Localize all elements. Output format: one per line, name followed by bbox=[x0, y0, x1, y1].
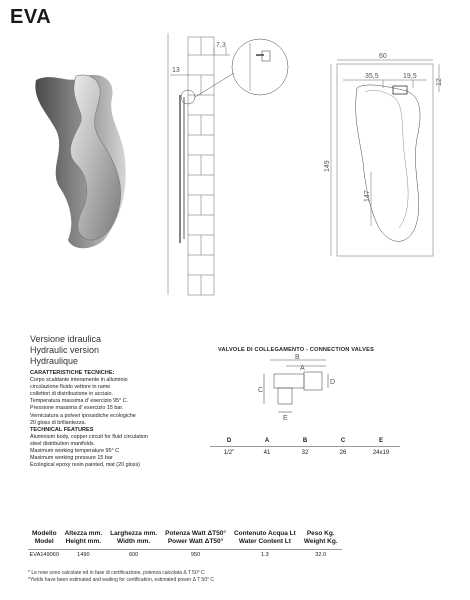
valves-title: VALVOLE DI COLLEGAMENTO - CONNECTION VALVES bbox=[218, 347, 375, 353]
valve-label-d: D bbox=[330, 379, 336, 386]
dim-7-3: 7,3 bbox=[216, 42, 226, 49]
connection-table bbox=[210, 436, 400, 459]
version-it: Versione idraulica bbox=[30, 334, 102, 344]
tech-en-line: Aluminium body, copper circuit for fluid circulation bbox=[30, 433, 148, 440]
spec-cell: 32.0 bbox=[300, 550, 342, 561]
conn-cell: 41 bbox=[248, 447, 286, 460]
dim-13: 13 bbox=[172, 67, 180, 74]
valve-label-c: C bbox=[258, 387, 264, 394]
tech-en-line: Maximum working pressure 15 bar bbox=[30, 455, 113, 462]
tech-it-line: circolazione fluido vettore in rame bbox=[30, 384, 111, 391]
footnote-it: * Le rese sono calcolate ed in fase di certificazione, potenza calcolata Δ T 50° C bbox=[28, 570, 205, 576]
tech-it-line: Verniciatura a polveri ipossidiche ecologiche bbox=[30, 412, 136, 419]
conn-cell: 26 bbox=[324, 447, 362, 460]
conn-header: A bbox=[264, 438, 270, 444]
page-title: EVA bbox=[10, 6, 52, 28]
technical-features bbox=[30, 370, 220, 469]
dim-19-5: 19,5 bbox=[403, 73, 417, 80]
spec-table bbox=[28, 530, 342, 560]
conn-header: D bbox=[226, 438, 232, 444]
spec-cell: EVA149060 bbox=[28, 550, 61, 561]
conn-header: C bbox=[340, 438, 346, 444]
spec-header: Contenuto Acqua Lt Water Content Lt bbox=[233, 530, 296, 545]
tech-it-line: 20 gloss di brillantezza. bbox=[30, 419, 87, 426]
spec-cell: 600 bbox=[106, 550, 161, 561]
spec-cell: 950 bbox=[161, 550, 230, 561]
tech-en-line: Ecological epoxy resin painted, mat (20 gloss) bbox=[30, 462, 140, 469]
radiator-image bbox=[28, 70, 138, 250]
spec-header: Modello Model bbox=[32, 530, 57, 545]
spec-cell: 1.3 bbox=[230, 550, 300, 561]
tech-en-heading: TECHNICAL FEATURES bbox=[30, 426, 94, 433]
dim-35-5: 35,5 bbox=[365, 73, 379, 80]
tech-it-line: collettori di distribuzione in acciaio. bbox=[30, 391, 113, 398]
spec-header: Altezza mm. Height mm. bbox=[64, 530, 103, 545]
spec-header: Larghezza mm. Width mm. bbox=[110, 530, 158, 545]
tech-it-line: Temperatura massima d' esercizio 95° C. bbox=[30, 398, 129, 405]
conn-cell: 24x19 bbox=[362, 447, 400, 460]
table-row bbox=[28, 550, 342, 561]
footnote-en: *Yields have been estimated and waiting for certification, estimated power Δ T 50° C bbox=[28, 577, 214, 583]
dim-12: 12 bbox=[436, 78, 443, 86]
conn-header: E bbox=[378, 438, 383, 444]
dim-149: 149 bbox=[324, 160, 331, 172]
valve-label-a: A bbox=[300, 365, 305, 372]
spec-header: Peso Kg. Weight Kg. bbox=[303, 530, 338, 545]
conn-cell: 32 bbox=[286, 447, 324, 460]
front-view-drawing bbox=[325, 52, 450, 262]
version-headings bbox=[30, 334, 101, 367]
spec-header: Potenza Watt ΔT50° Power Watt ΔT50° bbox=[165, 530, 226, 545]
tech-it-heading: CARATTERISTICHE TECNICHE: bbox=[30, 370, 115, 376]
table-row bbox=[210, 447, 400, 460]
tech-en-line: Maximum working temperature 95° C bbox=[30, 448, 120, 455]
valve-label-e: E bbox=[283, 415, 288, 422]
footnotes bbox=[28, 570, 214, 584]
version-fr: Hydraulique bbox=[30, 356, 79, 366]
tech-it-line: Pressione massima d' esercizio 15 bar. bbox=[30, 405, 124, 412]
spec-cell: 1490 bbox=[61, 550, 107, 561]
conn-cell: 1/2" bbox=[210, 447, 248, 460]
tech-en-line: steel distribution manifolds. bbox=[30, 440, 96, 447]
dim-147: 147 bbox=[364, 190, 371, 202]
dim-60: 60 bbox=[379, 53, 387, 60]
valve-drawing bbox=[248, 356, 338, 422]
valve-label-b: B bbox=[295, 354, 300, 361]
version-en: Hydraulic version bbox=[30, 345, 100, 355]
tech-it-line: Corpo scaldante interamente in alluminio bbox=[30, 377, 128, 384]
conn-header: B bbox=[302, 438, 308, 444]
side-view-drawing bbox=[160, 25, 290, 305]
